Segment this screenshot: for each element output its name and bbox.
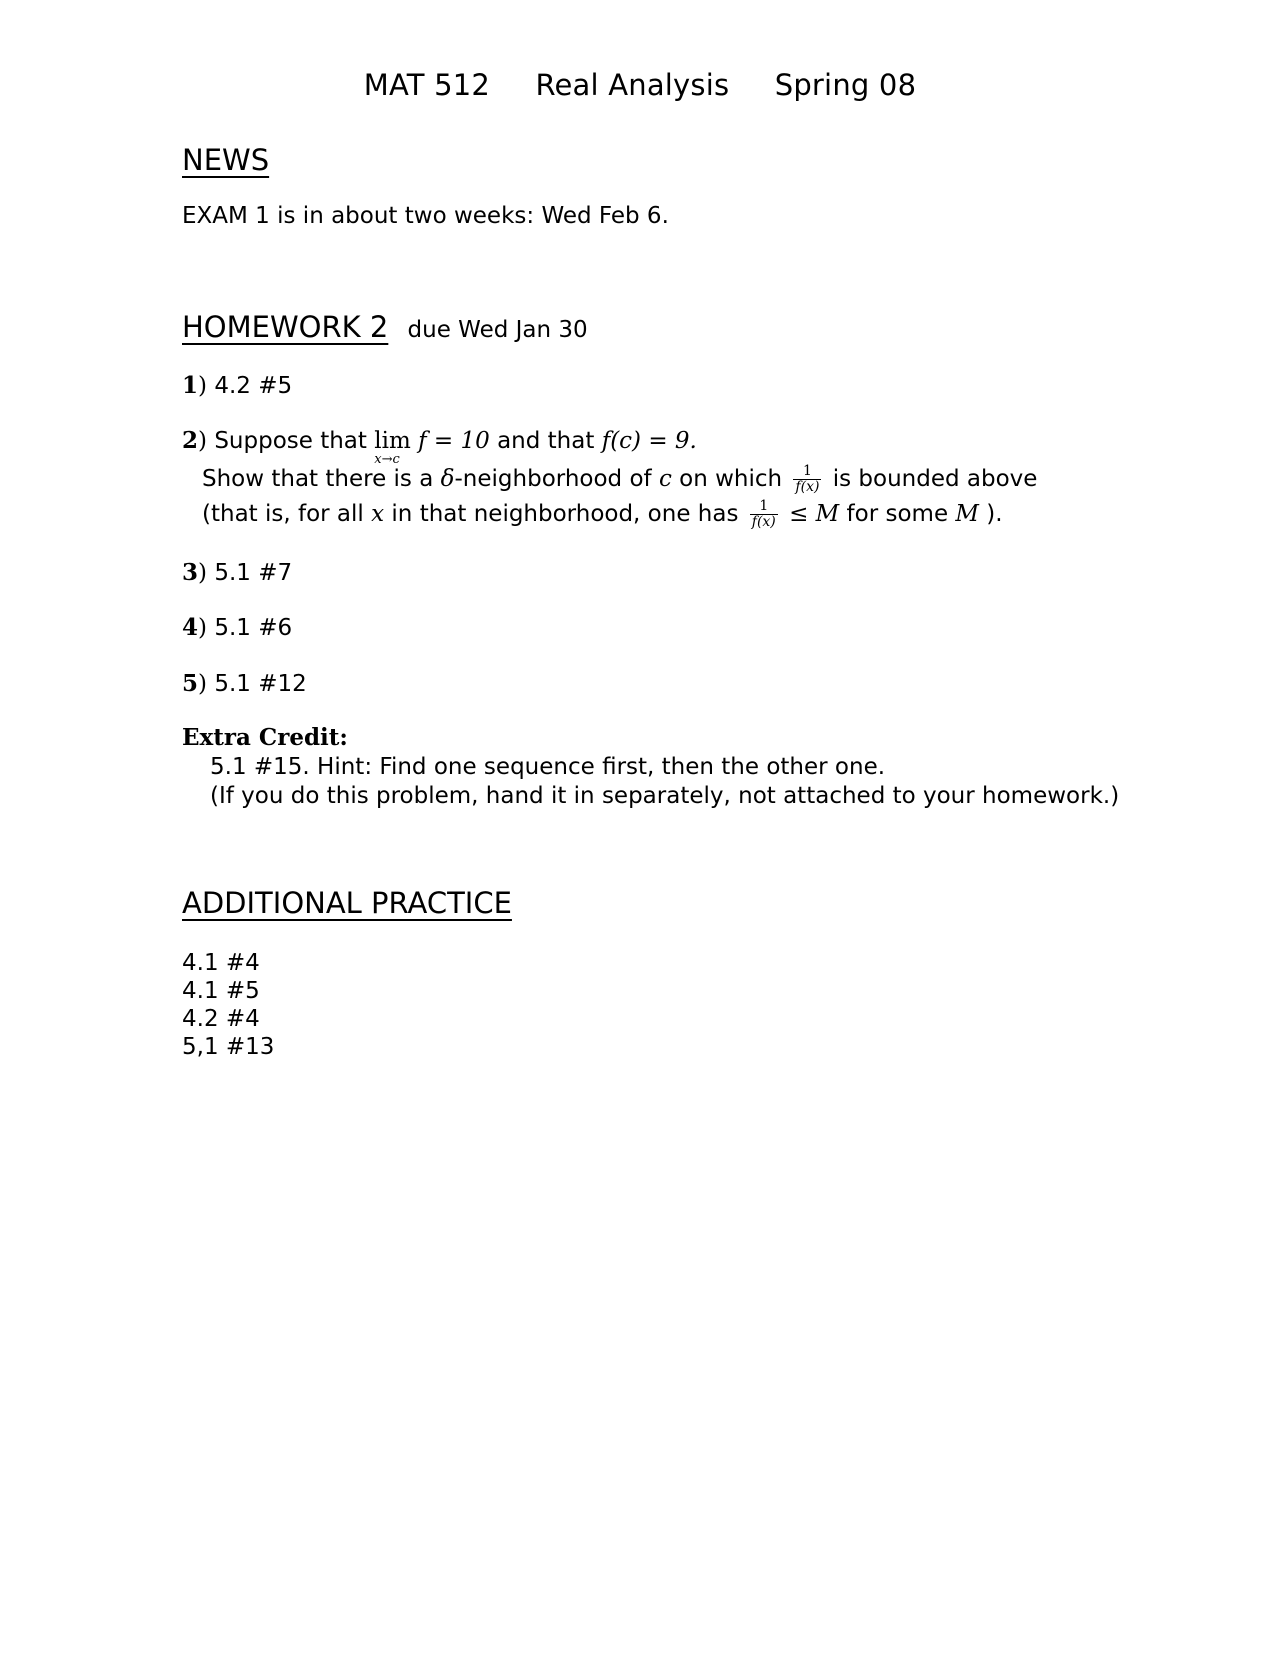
fraction-reciprocal: $\frac{1}{f(x)}$ [751, 498, 776, 530]
problem-5: 5) 5.1 #12 [182, 670, 307, 697]
problem-2-line-2 [202, 464, 1037, 495]
practice-heading: ADDITIONAL PRACTICE [182, 886, 512, 920]
problem-text: Suppose that [214, 428, 367, 454]
problem-2-line-3 [202, 499, 1003, 530]
p2-text-d: is bounded above [832, 466, 1038, 492]
homework-due: due Wed Jan 30 [407, 317, 588, 343]
practice-item: 4.1 #5 [182, 978, 260, 1004]
extra-credit-line-1: 5.1 #15. Hint: Find one sequence first, then the other one. [210, 754, 886, 780]
m-symbol: M [955, 501, 979, 527]
problem-text: 4.2 #5 [214, 373, 293, 399]
problem-text: 5.1 #12 [214, 671, 307, 697]
p2-text-a: Show that there is a [202, 466, 434, 492]
p2-text-b: -neighborhood of [454, 466, 652, 492]
practice-item: 5,1 #13 [182, 1034, 275, 1060]
p2-text-e: (that is, for all [202, 501, 364, 527]
course-term: Spring 08 [774, 68, 917, 102]
p2-text-f: in that neighborhood, one has [391, 501, 739, 527]
p2-condition: f(c) = 9. [601, 428, 697, 454]
problem-3: 3) 5.1 #7 [182, 559, 293, 586]
x-symbol: x [371, 501, 385, 527]
delta-symbol: δ [440, 466, 455, 492]
limit-expression: f = 10 [418, 428, 490, 454]
problem-number: 1 [182, 372, 199, 399]
course-code: MAT 512 [363, 68, 491, 102]
homework-heading: HOMEWORK 2 [182, 310, 389, 344]
problem-number: 4 [182, 614, 199, 641]
limit-subscript: x→c [374, 452, 400, 467]
practice-item: 4.2 #4 [182, 1006, 260, 1032]
problem-text: 5.1 #7 [214, 560, 293, 586]
limit-operator: lim x→c [374, 428, 411, 467]
p2-text-g: for some [846, 501, 949, 527]
extra-credit-title: Extra Credit: [182, 724, 348, 751]
p2-mid-text: and that [497, 428, 595, 454]
problem-number: 3 [182, 559, 199, 586]
news-text: EXAM 1 is in about two weeks: Wed Feb 6. [182, 203, 669, 229]
practice-item: 4.1 #4 [182, 950, 260, 976]
problem-number: 5 [182, 670, 199, 697]
problem-1: 1) 4.2 #5 [182, 372, 293, 399]
c-symbol: c [658, 466, 672, 492]
extra-credit-line-2: (If you do this problem, hand it in separately, not attached to your homework.) [210, 783, 1120, 809]
p2-text-h: ). [986, 501, 1003, 527]
course-subject: Real Analysis [535, 68, 730, 102]
homework-header [182, 310, 588, 344]
news-heading: NEWS [182, 143, 270, 177]
leq-m: ≤ M [789, 501, 840, 527]
problem-2-line-1: 2) Suppose that lim x→c f = 10 and that f(c) = 9. [182, 427, 697, 467]
p2-text-c: on which [679, 466, 783, 492]
problem-text: 5.1 #6 [214, 615, 293, 641]
problem-number: 2 [182, 427, 199, 454]
problem-4: 4) 5.1 #6 [182, 614, 293, 641]
page-title [0, 68, 1280, 102]
fraction-reciprocal: $\frac{1}{f(x)}$ [795, 463, 820, 495]
